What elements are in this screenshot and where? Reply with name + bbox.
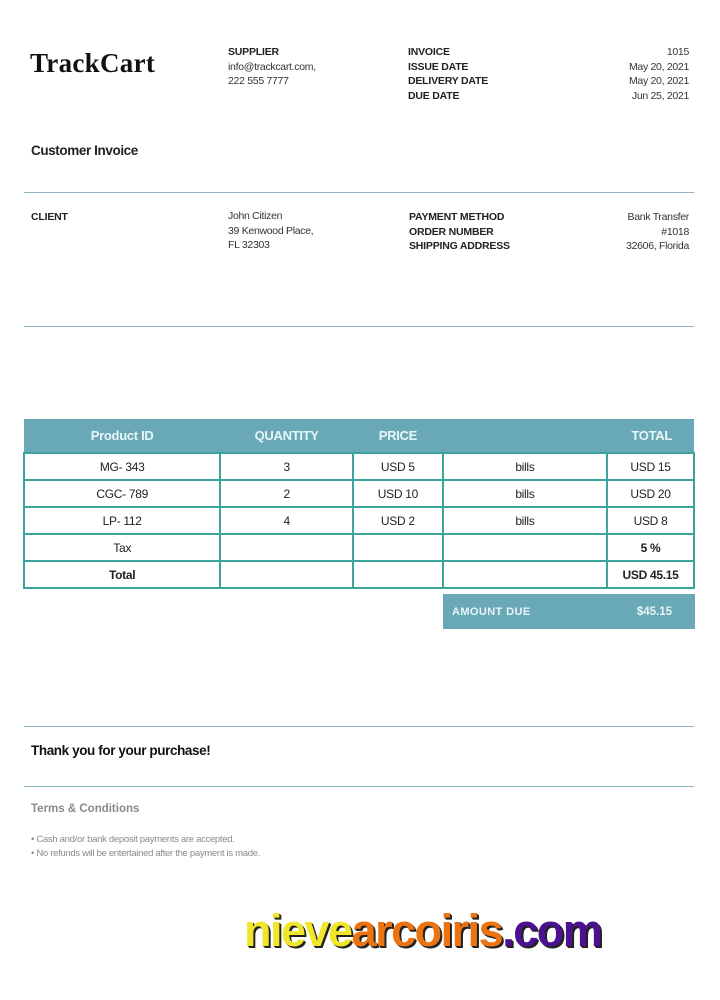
- column-header-price: PRICE: [353, 419, 443, 453]
- payment-method-label: PAYMENT METHOD: [409, 211, 505, 223]
- cell-unit: bills: [443, 507, 607, 534]
- terms-title: Terms & Conditions: [31, 803, 140, 815]
- client-info: [228, 209, 313, 253]
- cell-quantity: 3: [220, 453, 353, 480]
- amount-due-box: [443, 594, 695, 629]
- invoice-number-label: INVOICE: [408, 46, 450, 58]
- cell-total: USD 8: [607, 507, 694, 534]
- cell-unit: bills: [443, 453, 607, 480]
- column-header-total: TOTAL: [607, 419, 694, 453]
- issue-date-label: ISSUE DATE: [408, 60, 469, 73]
- client-address-line1: 39 Kenwood Place,: [228, 224, 314, 237]
- payment-method-value: Bank Transfer: [627, 211, 689, 223]
- cell-empty: [220, 534, 353, 561]
- cell-price: USD 2: [353, 507, 443, 534]
- tax-row: [24, 534, 694, 561]
- cell-empty: [353, 534, 443, 561]
- amount-due-label: AMOUNT DUE: [452, 605, 531, 618]
- cell-product-id: MG- 343: [24, 453, 220, 480]
- supplier-block: [228, 45, 316, 89]
- cell-tax-value: 5 %: [607, 534, 694, 561]
- cell-total-label: Total: [24, 561, 220, 588]
- total-row: [24, 561, 694, 588]
- terms-item: • No refunds will be entertained after the payment is made.: [31, 848, 261, 859]
- watermark-part3: .com: [502, 905, 602, 956]
- cell-total-value: USD 45.15: [607, 561, 694, 588]
- invoice-number-value: 1015: [666, 46, 689, 58]
- cell-price: USD 10: [353, 480, 443, 507]
- due-date-label: DUE DATE: [408, 89, 460, 102]
- divider: [24, 726, 694, 727]
- client-label: CLIENT: [31, 211, 68, 223]
- client-address-line2: FL 32303: [228, 239, 270, 251]
- divider: [24, 326, 694, 327]
- cell-empty: [443, 534, 607, 561]
- shipping-address-value: 32606, Florida: [626, 240, 689, 252]
- cell-empty: [353, 561, 443, 588]
- watermark-part1: nieve: [244, 905, 352, 956]
- column-header-blank: [443, 419, 607, 453]
- shipping-address-label: SHIPPING ADDRESS: [409, 240, 510, 252]
- column-header-product-id: Product ID: [24, 419, 220, 453]
- terms-list: [31, 833, 260, 861]
- page-subtitle: Customer Invoice: [31, 143, 138, 158]
- cell-empty: [220, 561, 353, 588]
- cell-quantity: 4: [220, 507, 353, 534]
- cell-unit: bills: [443, 480, 607, 507]
- client-name: John Citizen: [228, 210, 283, 222]
- items-table: [23, 419, 695, 589]
- divider: [24, 192, 694, 193]
- supplier-phone: 222 555 7777: [228, 75, 289, 87]
- table-row: [24, 507, 694, 534]
- supplier-email: info@trackcart.com,: [228, 60, 316, 73]
- delivery-date-label: DELIVERY DATE: [408, 75, 489, 87]
- cell-product-id: LP- 112: [24, 507, 220, 534]
- cell-quantity: 2: [220, 480, 353, 507]
- payment-field-labels: [409, 210, 510, 254]
- thank-you-message: Thank you for your purchase!: [31, 743, 211, 758]
- column-header-quantity: QUANTITY: [220, 419, 353, 453]
- watermark-logo: [244, 905, 601, 957]
- cell-tax-label: Tax: [24, 534, 220, 561]
- order-number-label: ORDER NUMBER: [409, 225, 494, 238]
- invoice-field-values: [629, 45, 689, 103]
- cell-product-id: CGC- 789: [24, 480, 220, 507]
- brand-logo: TrackCart: [30, 48, 156, 78]
- table-header-row: [24, 419, 694, 453]
- payment-field-values: [626, 210, 689, 254]
- order-number-value: #1018: [661, 225, 689, 238]
- invoice-field-labels: [408, 45, 488, 103]
- issue-date-value: May 20, 2021: [628, 60, 689, 73]
- divider: [24, 786, 694, 787]
- supplier-label: SUPPLIER: [228, 46, 279, 58]
- cell-price: USD 5: [353, 453, 443, 480]
- terms-item: • Cash and/or bank deposit payments are accepted.: [31, 834, 235, 845]
- amount-due-value: $45.15: [636, 605, 672, 618]
- delivery-date-value: May 20, 2021: [628, 75, 689, 87]
- due-date-value: Jun 25, 2021: [631, 89, 689, 102]
- table-row: [24, 453, 694, 480]
- table-row: [24, 480, 694, 507]
- cell-empty: [443, 561, 607, 588]
- cell-total: USD 20: [607, 480, 694, 507]
- cell-total: USD 15: [607, 453, 694, 480]
- watermark-part2: arcoiris: [351, 905, 503, 956]
